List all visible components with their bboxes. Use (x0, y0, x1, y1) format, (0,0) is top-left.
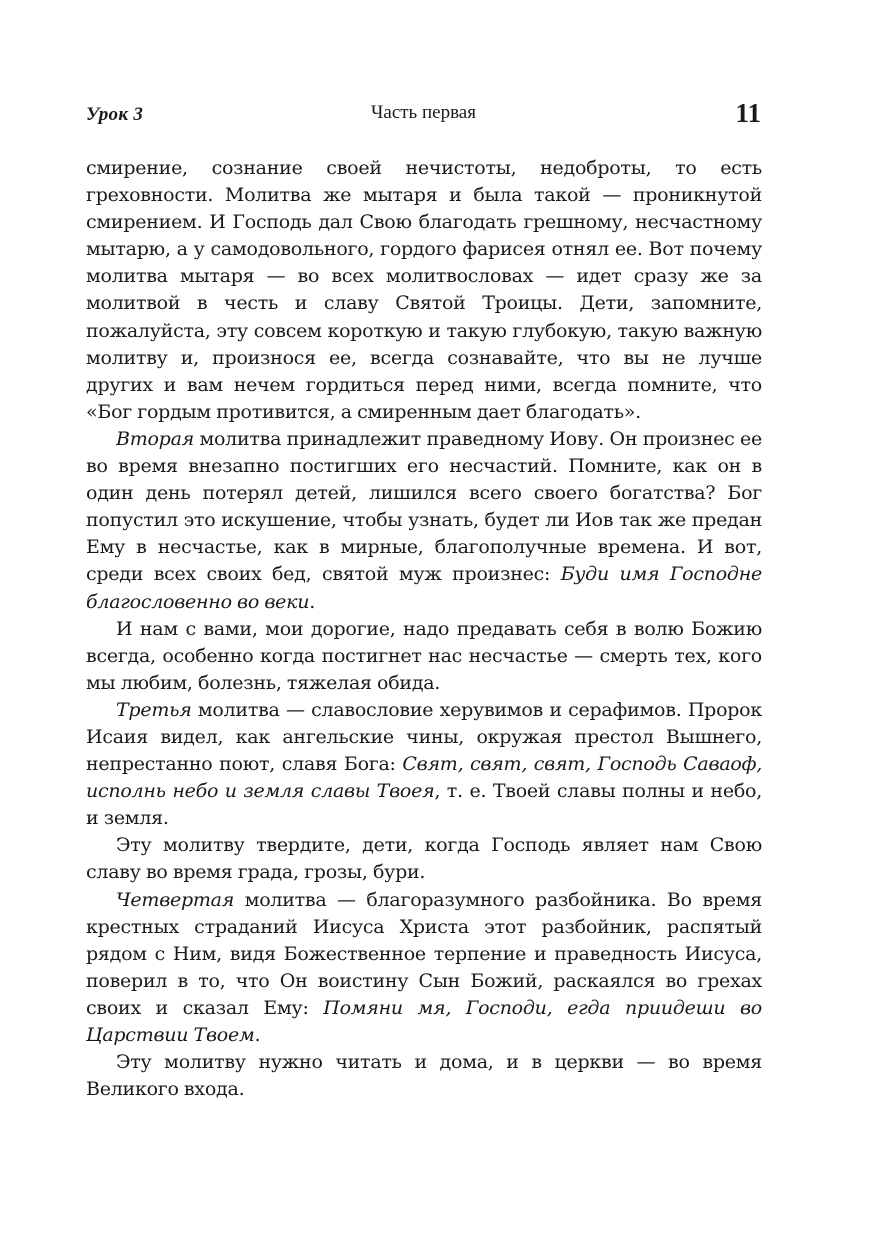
emphasis: Вторая (116, 427, 194, 450)
page-number: 11 (735, 98, 761, 128)
lesson-label: Урок 3 (86, 104, 144, 125)
paragraph-text: . (254, 1024, 261, 1046)
paragraph: И нам с вами, мои дорогие, надо предавать себя в волю Божию всегда, особенно когда постигнет нас несчастье — смерть тех, кого мы любим, болезнь, тяжелая обида. (86, 617, 762, 694)
paragraph-text: , т. е. Твоей славы полны и небо, и земля. (86, 780, 763, 830)
quotation: Помяни мя, Господи, егда приидеши во Царствии Твоем (86, 996, 762, 1046)
paragraph (86, 887, 762, 1050)
paragraph (86, 697, 762, 832)
paragraph-text: молитва — благоразумного разбойника. Во время крестных страданий Иисуса Христа этот разбойник, распятый рядом с Ним, видя Божественное терпение и праведность Иисуса, поверил в то, что Он воистину Сын Божий, раскаялся во грехах своих и сказал Ему: (86, 888, 762, 1019)
paragraph-text: молитва — славословие херувимов и серафимов. Пророк Исаия видел, как ангельские чины, окружая престол Вышнего, непрестанно поют, славя Бога: (86, 698, 762, 776)
paragraph: смирение, сознание своей нечистоты, недоброты, то есть греховности. Молитва же мытаря и была такой — проникнутой смирением. И Господь дал Свою благодать грешному, несчастному мытарю, а у самодовольного, гордого фарисея отнял ее. Вот почему молитва мытаря — во всех молитвословах — идет сразу же за молитвой в честь и славу Святой Троицы. Дети, запомните, пожалуйста, эту совсем короткую и такую глубокую, такую важную молитву и, произнося ее, всегда сознавайте, что вы не лучше других и вам нечем гордиться перед ними, всегда помните, что «Бог гордым противится, а смиренным дает благодать». (86, 157, 762, 423)
paragraph: Эту молитву нужно читать и дома, и в церкви — во время Великого входа. (86, 1051, 762, 1101)
paragraph (86, 426, 762, 616)
body-text (86, 155, 762, 1103)
quotation: Свят, свят, свят, Господь Саваоф, исполнь небо и земля славы Твоея (86, 753, 762, 803)
part-title: Часть первая (371, 102, 476, 123)
running-head (86, 98, 761, 130)
paragraph: Эту молитву твердите, дети, когда Господь являет нам Свою славу во время града, грозы, бури. (86, 834, 762, 884)
emphasis: Третья (116, 698, 192, 721)
emphasis: Четвертая (116, 888, 235, 911)
quotation: Буди имя Господне благословенно во веки (86, 563, 762, 613)
paragraph-text: молитва принадлежит праведному Иову. Он произнес ее во время внезапно постигших его несчастий. Помните, как он в один день потерял детей, лишился всего своего богатства? Бог попустил это искушение, чтобы узнать, будет ли Иов так же предан Ему в несчастье, как в мирные, благополучные времена. И вот, среди всех своих бед, святой муж произнес: (86, 427, 762, 586)
paragraph-text: . (309, 590, 316, 613)
